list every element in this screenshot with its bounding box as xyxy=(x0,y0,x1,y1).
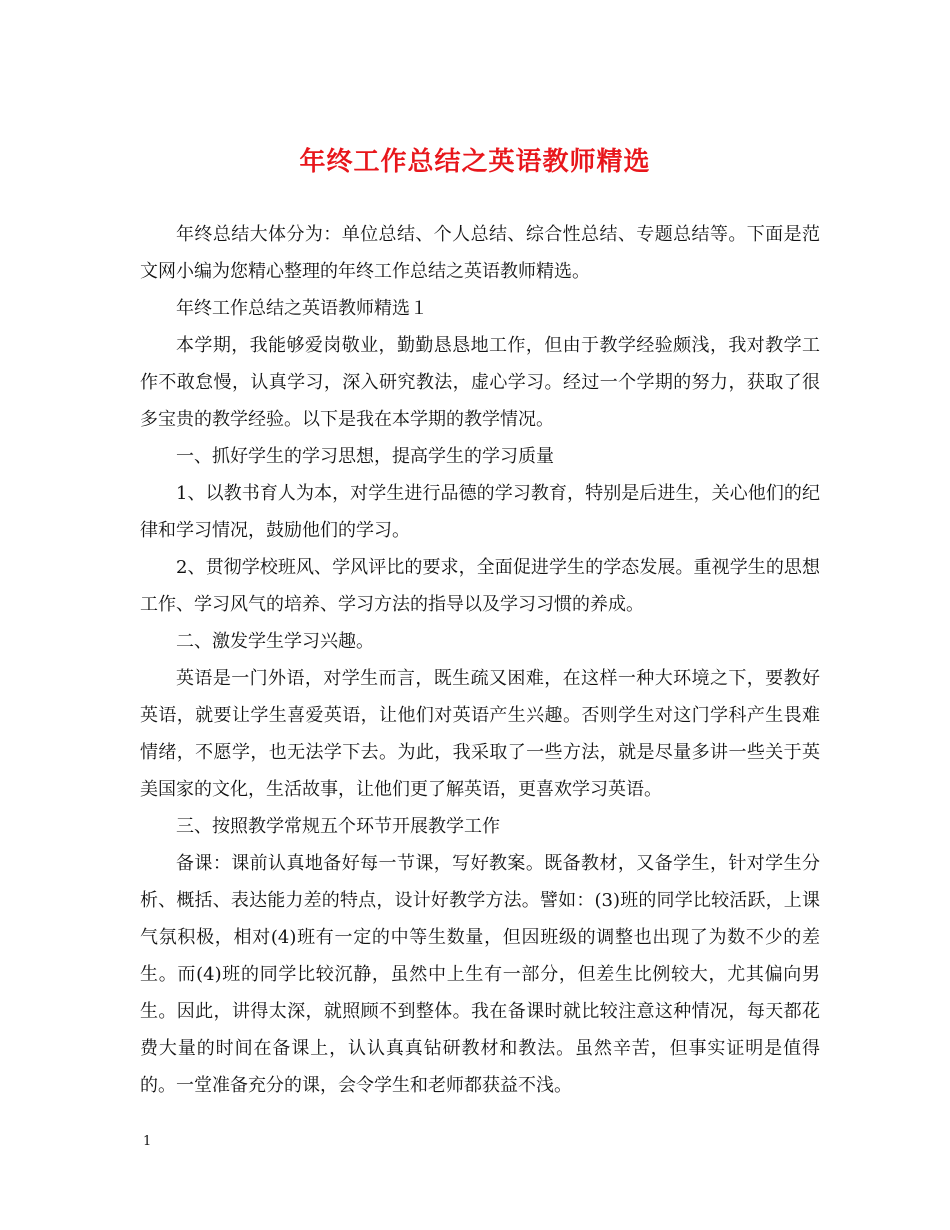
paragraph-overview: 本学期，我能够爱岗敬业，勤勤恳恳地工作，但由于教学经验颇浅，我对教学工作不敢怠慢，认真学习，深入研究教法，虚心学习。经过一个学期的努力，获取了很多宝贵的教学经验。以下是我在本学期的教学情况。 xyxy=(140,335,820,430)
paragraph-lesson-prep: 备课：课前认真地备好每一节课，写好教案。既备教材，又备学生，针对学生分析、概括、表达能力差的特点，设计好教学方法。譬如：(3)班的同学比较活跃，上课气氛积极，相对(4)班有一定的中等生数量，但因班级的调整也出现了为数不少的差生。而(4)班的同学比较沉静，虽然中上生有一部分，但差生比例较大，尤其偏向男生。因此，讲得太深，就照顾不到整体。我在备课时就比较注意这种情况，每天都花费大量的时间在备课上，认认真真钻研教材和教法。虽然辛苦，但事实证明是值得的。一堂准备充分的课，会令学生和老师都获益不浅。 xyxy=(140,853,820,1096)
paragraph-item-1: 1、以教书育人为本，对学生进行品德的学习教育，特别是后进生，关心他们的纪律和学习情况，鼓励他们的学习。 xyxy=(140,483,820,541)
document-body xyxy=(140,216,820,1104)
paragraph-subtitle: 年终工作总结之英语教师精选１ xyxy=(176,298,428,319)
page-number: 1 xyxy=(143,1134,152,1149)
paragraph-intro: 年终总结大体分为：单位总结、个人总结、综合性总结、专题总结等。下面是范文网小编为您精心整理的年终工作总结之英语教师精选。 xyxy=(140,224,820,282)
section-heading-1: 一、抓好学生的学习思想，提高学生的学习质量 xyxy=(176,446,554,467)
section-heading-3: 三、按照教学常规五个环节开展教学工作 xyxy=(176,816,500,837)
document-title: 年终工作总结之英语教师精选 xyxy=(299,147,651,177)
paragraph-item-2: 2、贯彻学校班风、学风评比的要求，全面促进学生的学态发展。重视学生的思想工作、学习风气的培养、学习方法的指导以及学习习惯的养成。 xyxy=(140,557,820,615)
section-heading-2: 二、激发学生学习兴趣。 xyxy=(176,631,374,652)
paragraph-interest: 英语是一门外语，对学生而言，既生疏又困难，在这样一种大环境之下，要教好英语，就要让学生喜爱英语，让他们对英语产生兴趣。否则学生对这门学科产生畏难情绪，不愿学，也无法学下去。为此，我采取了一些方法，就是尽量多讲一些关于英美国家的文化，生活故事，让他们更了解英语，更喜欢学习英语。 xyxy=(140,668,820,800)
